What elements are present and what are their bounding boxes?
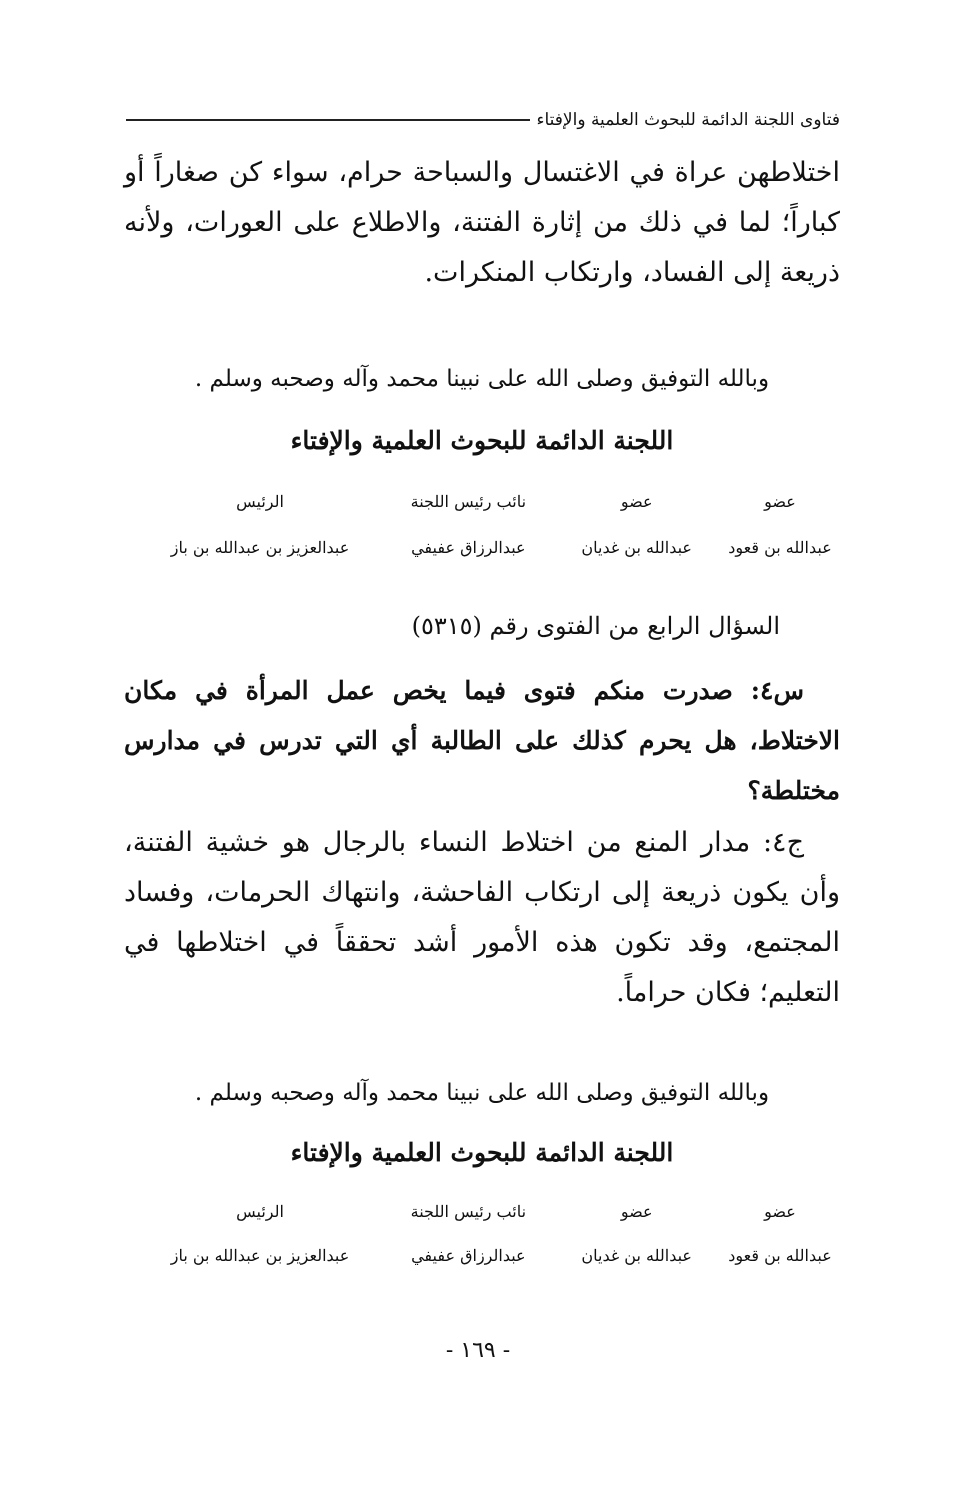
header-rule xyxy=(126,119,530,121)
signature-name: عبدالعزيز بن عبدالله بن باز xyxy=(170,1245,350,1265)
signature-title: عضو xyxy=(764,1201,796,1221)
signature-title: عضو xyxy=(620,491,653,511)
signature-title: نائب رئيس اللجنة xyxy=(410,1201,527,1221)
closing-prayer-1: وبالله التوفيق وصلى الله على نبينا محمد وآله وصحبه وسلم . xyxy=(194,366,770,392)
signature-name: عبدالله بن قعود xyxy=(728,537,832,557)
paragraph-continuation: اختلاطهن عراة في الاغتسال والسباحة حرام، سواء كن صغاراً أو كباراً؛ لما في ذلك من إثارة الفتنة، والاطلاع على العورات، ولأنه ذريعة إلى الفساد، وارتكاب المنكرات. xyxy=(124,157,840,288)
signature-name: عبدالعزيز بن عبدالله بن باز xyxy=(170,537,350,557)
running-header xyxy=(126,100,840,140)
signature-titles-2 xyxy=(150,1196,840,1226)
signature-name: عبدالرزاق عفيفي xyxy=(411,1245,526,1265)
question-text: س٤: صدرت منكم فتوى فيما يخص عمل المرأة في مكان الاختلاط، هل يحرم كذلك على الطالبة أي التي تدرس في مدارس مختلطة؟ xyxy=(124,676,840,805)
signature-title: الرئيس xyxy=(236,491,284,511)
answer-text: ج٤: مدار المنع من اختلاط النساء بالرجال هو خشية الفتنة، وأن يكون ذريعة إلى ارتكاب الفاحشة، وانتهاك الحرمات، وفساد المجتمع، وقد تكون هذه الأمور أشد تحققاً في اختلاطها في التعليم؛ فكان حراماً. xyxy=(124,827,840,1008)
signature-title: عضو xyxy=(620,1201,653,1221)
signature-name: عبدالرزاق عفيفي xyxy=(411,537,526,557)
signature-name: عبدالله بن غديان xyxy=(581,537,692,557)
committee-name-1: اللجنة الدائمة للبحوث العلمية والإفتاء xyxy=(290,426,674,455)
running-header-title: فتاوى اللجنة الدائمة للبحوث العلمية والإفتاء xyxy=(536,110,840,130)
signature-title: عضو xyxy=(764,491,796,511)
signature-name: عبدالله بن غديان xyxy=(581,1245,692,1265)
page-number: - ١٦٩ - xyxy=(445,1338,511,1363)
committee-name-2: اللجنة الدائمة للبحوث العلمية والإفتاء xyxy=(290,1138,674,1167)
signature-title: نائب رئيس اللجنة xyxy=(410,491,527,511)
signature-titles-1 xyxy=(150,486,840,516)
signature-name: عبدالله بن قعود xyxy=(728,1245,832,1265)
signature-names-1 xyxy=(150,532,840,562)
question-heading: السؤال الرابع من الفتوى رقم (٥٣١٥) xyxy=(411,612,780,640)
signature-names-2 xyxy=(150,1240,840,1270)
closing-prayer-2: وبالله التوفيق وصلى الله على نبينا محمد وآله وصحبه وسلم . xyxy=(194,1080,770,1106)
signature-title: الرئيس xyxy=(236,1201,284,1221)
